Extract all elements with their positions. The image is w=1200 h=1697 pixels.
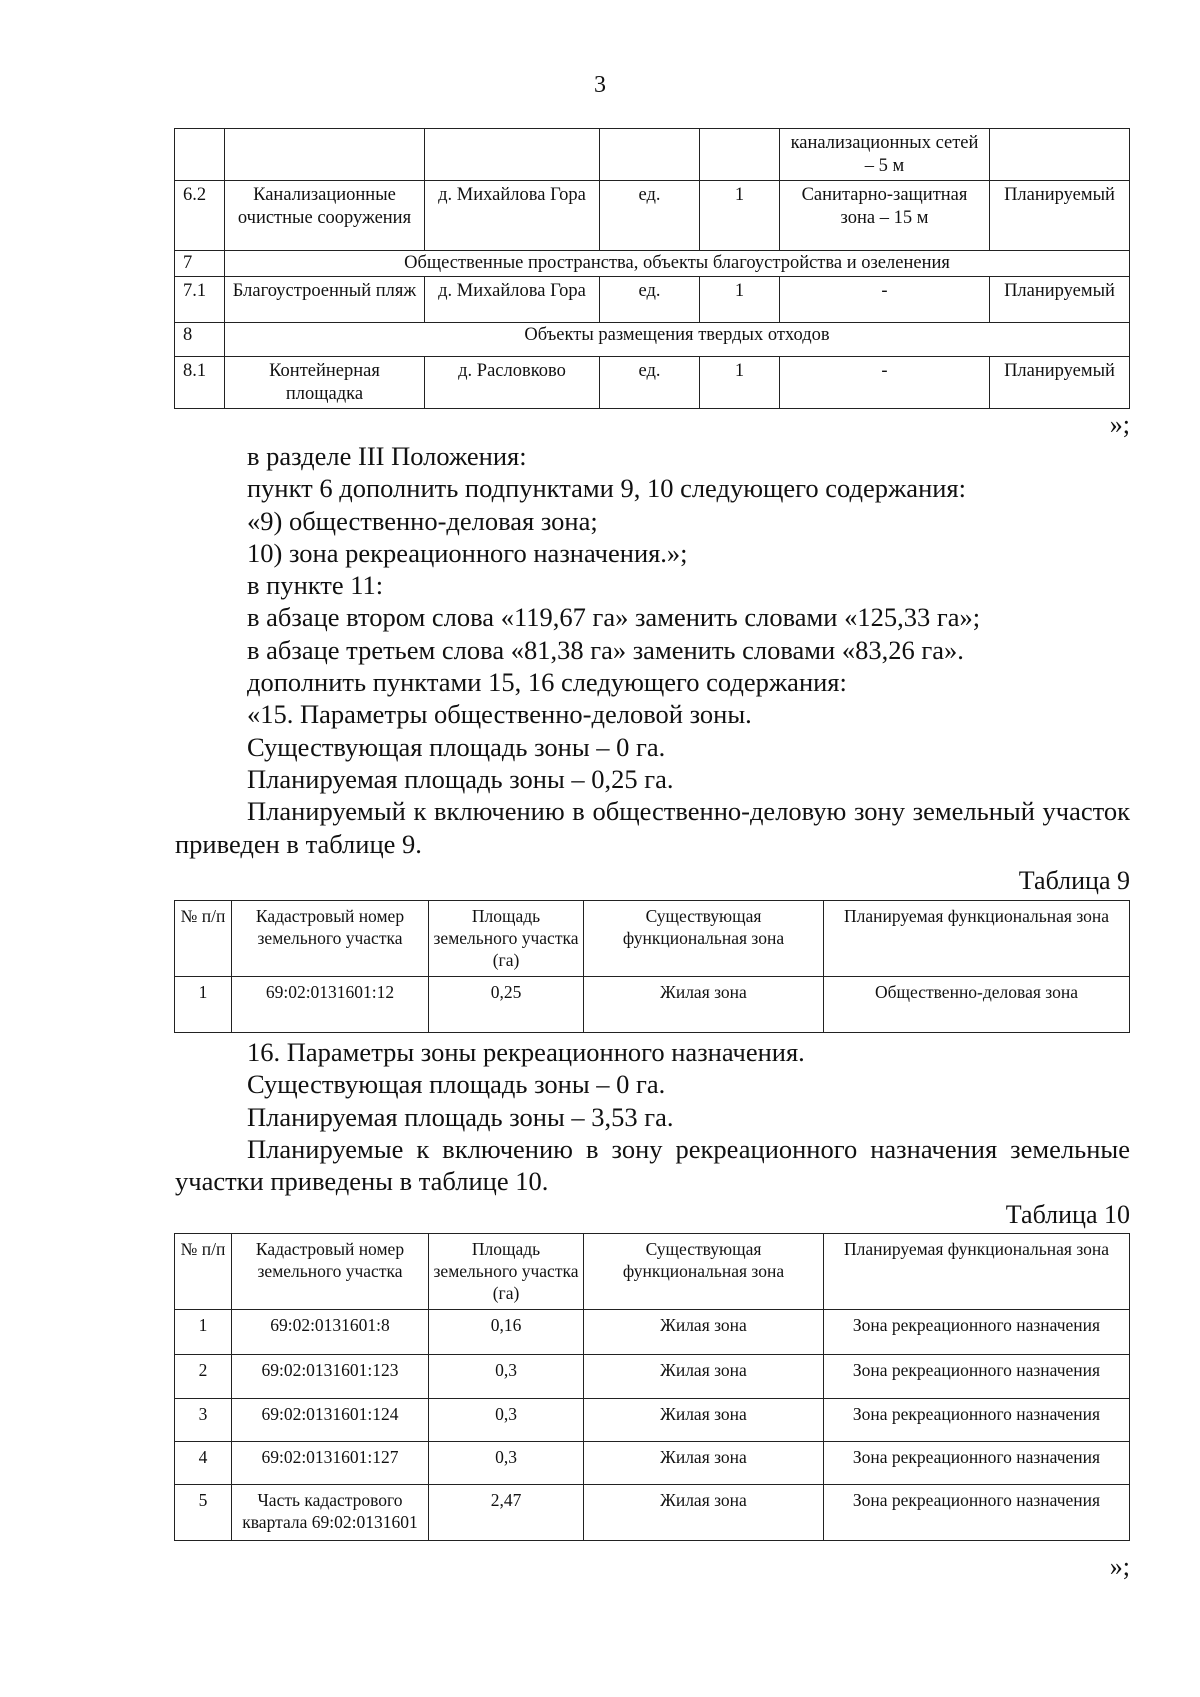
cell-location: д. Михайлова Гора bbox=[425, 181, 600, 251]
cell-name: Канализационные очистные сооружения bbox=[225, 181, 425, 251]
cell-num: 1 bbox=[175, 1310, 232, 1355]
cell-name: Благоустроенный пляж bbox=[225, 277, 425, 323]
cell-area: 0,3 bbox=[429, 1355, 584, 1399]
cell-planned-zone: Общественно-деловая зона bbox=[824, 977, 1130, 1033]
cell-existing-zone: Жилая зона bbox=[584, 977, 824, 1033]
cell-cadastral: 69:02:0131601:124 bbox=[232, 1399, 429, 1442]
table-row bbox=[175, 277, 1130, 323]
cell-location bbox=[425, 129, 600, 181]
closing-quote: »; bbox=[1109, 1552, 1130, 1581]
header-area: Площадь земельного участка (га) bbox=[429, 901, 584, 977]
paragraph: Существующая площадь зоны – 0 га. bbox=[247, 731, 666, 762]
cell-area: 0,3 bbox=[429, 1442, 584, 1485]
cell-qty: 1 bbox=[700, 181, 780, 251]
cell-existing-zone: Жилая зона bbox=[584, 1310, 824, 1355]
cell-existing-zone: Жилая зона bbox=[584, 1399, 824, 1442]
header-planned-zone: Планируемая функциональная зона bbox=[824, 901, 1130, 977]
paragraph: Планируемый к включению в общественно-деловую зону земельный участок приведен в таблице 9. bbox=[175, 796, 1130, 859]
cell-existing-zone: Жилая зона bbox=[584, 1485, 824, 1541]
cell-num: 8.1 bbox=[175, 357, 225, 409]
cell-cadastral: 69:02:0131601:123 bbox=[232, 1355, 429, 1399]
cell-planned-zone: Зона рекреационного назначения bbox=[824, 1485, 1130, 1541]
cell-area: 0,3 bbox=[429, 1399, 584, 1442]
cell-status: Планируемый bbox=[990, 181, 1130, 251]
table-row bbox=[175, 1485, 1130, 1541]
paragraph: 10) зона рекреационного назначения.»; bbox=[247, 537, 688, 568]
cell-planned-zone: Зона рекреационного назначения bbox=[824, 1310, 1130, 1355]
paragraph: Существующая площадь зоны – 0 га. bbox=[247, 1069, 666, 1100]
cell-status bbox=[990, 129, 1130, 181]
closing-quote: »; bbox=[1109, 410, 1130, 439]
cell-num: 7.1 bbox=[175, 277, 225, 323]
paragraph: Планируемые к включению в зону рекреационного назначения земельные участки приведены в таблице 10. bbox=[175, 1133, 1130, 1197]
cell-section-title: Объекты размещения твердых отходов bbox=[225, 323, 1130, 357]
paragraph: Планируемая площадь зоны – 0,25 га. bbox=[247, 763, 674, 794]
cell-status: Планируемый bbox=[990, 277, 1130, 323]
paragraph: Планируемая площадь зоны – 3,53 га. bbox=[247, 1101, 674, 1132]
cell-unit: ед. bbox=[600, 357, 700, 409]
header-num: № п/п bbox=[175, 1234, 232, 1310]
amendment-text-block-2 bbox=[175, 1036, 1130, 1197]
cell-zone: канализационных сетей – 5 м bbox=[780, 129, 990, 181]
cell-location: д. Михайлова Гора bbox=[425, 277, 600, 323]
cell-location: д. Расловково bbox=[425, 357, 600, 409]
table10 bbox=[174, 1233, 1130, 1541]
cell-planned-zone: Зона рекреационного назначения bbox=[824, 1355, 1130, 1399]
cell-zone: - bbox=[780, 357, 990, 409]
table-row bbox=[175, 181, 1130, 251]
cell-area: 2,47 bbox=[429, 1485, 584, 1541]
cell-num: 6.2 bbox=[175, 181, 225, 251]
paragraph: в абзаце втором слова «119,67 га» заменить словами «125,33 га»; bbox=[247, 602, 981, 633]
cell-name bbox=[225, 129, 425, 181]
cell-qty: 1 bbox=[700, 277, 780, 323]
paragraph: в абзаце третьем слова «81,38 га» заменить словами «83,26 га». bbox=[247, 634, 964, 665]
cell-num: 1 bbox=[175, 977, 232, 1033]
paragraph: дополнить пунктами 15, 16 следующего содержания: bbox=[247, 667, 847, 698]
header-existing-zone: Существующая функциональная зона bbox=[584, 1234, 824, 1310]
cell-num: 5 bbox=[175, 1485, 232, 1541]
table-header-row bbox=[175, 901, 1130, 977]
cell-num: 2 bbox=[175, 1355, 232, 1399]
table-row bbox=[175, 1355, 1130, 1399]
page-number: 3 bbox=[594, 72, 606, 98]
cell-area: 0,25 bbox=[429, 977, 584, 1033]
cell-num: 7 bbox=[175, 251, 225, 277]
header-existing-zone: Существующая функциональная зона bbox=[584, 901, 824, 977]
table9 bbox=[174, 900, 1130, 1033]
header-planned-zone: Планируемая функциональная зона bbox=[824, 1234, 1130, 1310]
cell-num: 4 bbox=[175, 1442, 232, 1485]
table-header-row bbox=[175, 1234, 1130, 1310]
cell-planned-zone: Зона рекреационного назначения bbox=[824, 1442, 1130, 1485]
cell-cadastral: Часть кадастрового квартала 69:02:0131601 bbox=[232, 1485, 429, 1541]
header-cadastral: Кадастровый номер земельного участка bbox=[232, 1234, 429, 1310]
table-row bbox=[175, 357, 1130, 409]
cell-existing-zone: Жилая зона bbox=[584, 1355, 824, 1399]
table10-caption: Таблица 10 bbox=[1005, 1200, 1130, 1229]
cell-unit: ед. bbox=[600, 277, 700, 323]
table-section-row bbox=[175, 323, 1130, 357]
table-row bbox=[175, 129, 1130, 181]
cell-cadastral: 69:02:0131601:8 bbox=[232, 1310, 429, 1355]
paragraph: в пункте 11: bbox=[247, 570, 384, 601]
paragraph: «9) общественно-деловая зона; bbox=[247, 505, 598, 536]
cell-num bbox=[175, 129, 225, 181]
cell-qty: 1 bbox=[700, 357, 780, 409]
cell-unit: ед. bbox=[600, 181, 700, 251]
header-num: № п/п bbox=[175, 901, 232, 977]
cell-status: Планируемый bbox=[990, 357, 1130, 409]
paragraph: «15. Параметры общественно-деловой зоны. bbox=[247, 699, 752, 730]
paragraph: 16. Параметры зоны рекреационного назначения. bbox=[247, 1037, 805, 1067]
paragraph: пункт 6 дополнить подпунктами 9, 10 следующего содержания: bbox=[247, 473, 966, 504]
header-area: Площадь земельного участка (га) bbox=[429, 1234, 584, 1310]
amendment-text-block-1 bbox=[175, 440, 1130, 860]
table-section-row bbox=[175, 251, 1130, 277]
cell-cadastral: 69:02:0131601:127 bbox=[232, 1442, 429, 1485]
cell-existing-zone: Жилая зона bbox=[584, 1442, 824, 1485]
cell-cadastral: 69:02:0131601:12 bbox=[232, 977, 429, 1033]
objects-table-continued bbox=[174, 128, 1130, 409]
cell-zone: Санитарно-защитная зона – 15 м bbox=[780, 181, 990, 251]
table-row bbox=[175, 1399, 1130, 1442]
table-row bbox=[175, 977, 1130, 1033]
cell-name: Контейнерная площадка bbox=[225, 357, 425, 409]
paragraph: в разделе III Положения: bbox=[247, 441, 527, 471]
table-row bbox=[175, 1310, 1130, 1355]
table-row bbox=[175, 1442, 1130, 1485]
cell-unit bbox=[600, 129, 700, 181]
cell-section-title: Общественные пространства, объекты благоустройства и озеленения bbox=[225, 251, 1130, 277]
cell-num: 8 bbox=[175, 323, 225, 357]
cell-planned-zone: Зона рекреационного назначения bbox=[824, 1399, 1130, 1442]
cell-area: 0,16 bbox=[429, 1310, 584, 1355]
cell-qty bbox=[700, 129, 780, 181]
cell-num: 3 bbox=[175, 1399, 232, 1442]
header-cadastral: Кадастровый номер земельного участка bbox=[232, 901, 429, 977]
table9-caption: Таблица 9 bbox=[1018, 866, 1130, 895]
cell-zone: - bbox=[780, 277, 990, 323]
